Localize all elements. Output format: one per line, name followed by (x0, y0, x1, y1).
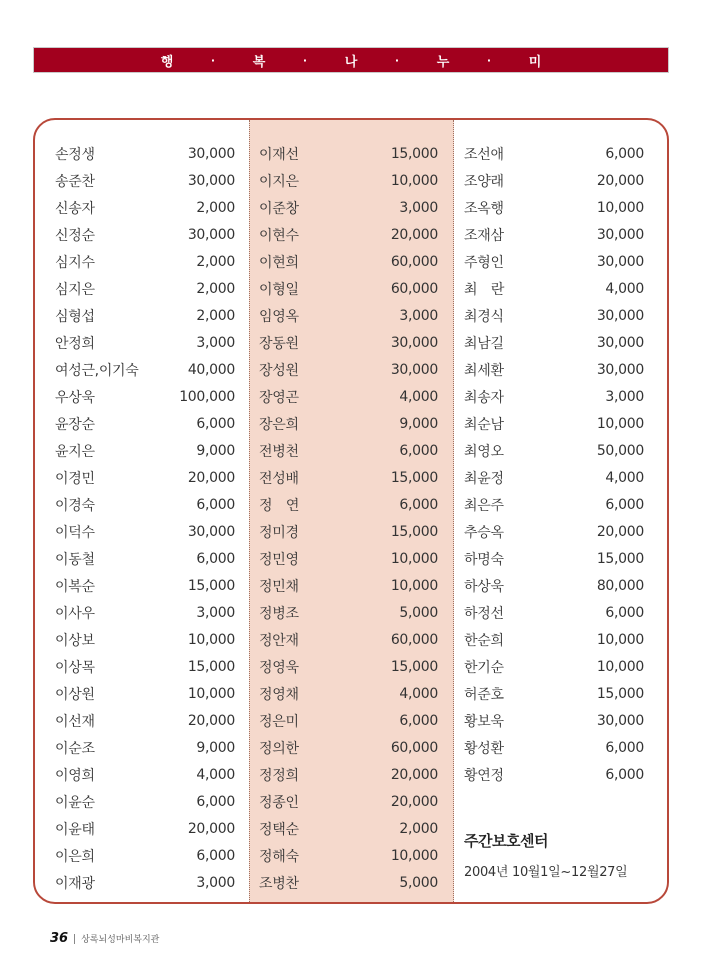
donor-row (250, 194, 453, 221)
banner-dot: · (302, 53, 308, 67)
donor-name: 허준호 (464, 686, 504, 703)
donation-amount: 30,000 (187, 145, 235, 162)
donor-column-1 (35, 120, 249, 902)
donation-amount: 6,000 (605, 766, 644, 783)
donor-row (454, 572, 669, 599)
donation-amount: 30,000 (596, 361, 644, 378)
donor-name: 정 연 (259, 497, 300, 514)
donor-column-2 (249, 120, 454, 902)
donor-name: 장동원 (259, 335, 299, 352)
donation-amount: 30,000 (596, 712, 644, 729)
donor-row (454, 302, 669, 329)
donor-row (35, 653, 249, 680)
donation-amount: 30,000 (596, 307, 644, 324)
donor-name: 정영욱 (259, 659, 299, 676)
donor-name: 하상욱 (464, 578, 504, 595)
donor-list (250, 140, 453, 896)
donor-name: 최영오 (464, 443, 504, 460)
donor-row (35, 815, 249, 842)
donor-name: 이형일 (259, 281, 299, 298)
donation-amount: 10,000 (596, 658, 644, 675)
donation-amount: 10,000 (187, 631, 235, 648)
donation-amount: 3,000 (196, 604, 235, 621)
donor-name: 안정희 (55, 335, 95, 352)
donor-row (454, 275, 669, 302)
donor-name: 심형섭 (55, 308, 95, 325)
donor-name: 정정희 (259, 767, 299, 784)
donor-row (250, 653, 453, 680)
donor-row (35, 356, 249, 383)
banner-dot: · (394, 53, 400, 67)
donation-amount: 20,000 (187, 469, 235, 486)
donor-panel (33, 118, 669, 904)
banner-char: 나 (344, 54, 358, 70)
donor-row (35, 734, 249, 761)
donor-name: 조선애 (464, 146, 504, 163)
donor-name: 장성원 (259, 362, 299, 379)
donation-amount: 15,000 (390, 658, 438, 675)
donor-name: 이재광 (55, 875, 95, 892)
donation-amount: 10,000 (187, 685, 235, 702)
center-period: 2004년 10월1일~12월27일 (464, 865, 628, 880)
donation-amount: 60,000 (390, 631, 438, 648)
donor-name: 윤장순 (55, 416, 95, 433)
donor-name: 임영옥 (259, 308, 299, 325)
donor-list (35, 140, 249, 896)
donor-row (35, 680, 249, 707)
donor-name: 한순희 (464, 632, 504, 649)
donor-row (35, 383, 249, 410)
donation-amount: 6,000 (196, 415, 235, 432)
donor-row (250, 356, 453, 383)
donor-row (250, 815, 453, 842)
donor-row (250, 140, 453, 167)
donor-name: 조재삼 (464, 227, 504, 244)
donation-amount: 4,000 (196, 766, 235, 783)
donation-amount: 30,000 (390, 334, 438, 351)
donor-row (454, 329, 669, 356)
donation-amount: 6,000 (196, 847, 235, 864)
donor-name: 이현희 (259, 254, 299, 271)
donor-name: 신송자 (55, 200, 95, 217)
donor-name: 이상목 (55, 659, 95, 676)
donor-row (35, 437, 249, 464)
donation-amount: 4,000 (399, 685, 438, 702)
donor-row (250, 761, 453, 788)
section-banner (33, 47, 669, 73)
donation-amount: 20,000 (596, 523, 644, 540)
donor-row (250, 680, 453, 707)
donor-row (250, 464, 453, 491)
donor-name: 정병조 (259, 605, 299, 622)
donor-name: 황성환 (464, 740, 504, 757)
donation-amount: 6,000 (399, 442, 438, 459)
banner-dot: · (486, 53, 492, 67)
donor-name: 정의한 (259, 740, 299, 757)
donor-row (454, 383, 669, 410)
donor-row (35, 707, 249, 734)
donor-row (250, 518, 453, 545)
donor-row (250, 545, 453, 572)
donation-amount: 15,000 (390, 523, 438, 540)
donor-row (35, 842, 249, 869)
donation-amount: 10,000 (390, 847, 438, 864)
donor-row (454, 761, 669, 788)
donation-amount: 2,000 (399, 820, 438, 837)
banner-char: 누 (436, 54, 450, 70)
donor-name: 조병찬 (259, 875, 299, 892)
footer-divider (74, 934, 75, 944)
donor-name: 하명숙 (464, 551, 504, 568)
donation-amount: 50,000 (596, 442, 644, 459)
donation-amount: 3,000 (399, 199, 438, 216)
donor-name: 조옥행 (464, 200, 504, 217)
donor-row (250, 248, 453, 275)
donation-amount: 6,000 (605, 145, 644, 162)
donor-row (454, 221, 669, 248)
donation-amount: 6,000 (605, 496, 644, 513)
donation-amount: 60,000 (390, 253, 438, 270)
donation-amount: 40,000 (187, 361, 235, 378)
donor-name: 최송자 (464, 389, 504, 406)
donor-name: 이순조 (55, 740, 95, 757)
donor-name: 윤지은 (55, 443, 95, 460)
donor-row (35, 410, 249, 437)
donor-name: 이지은 (259, 173, 299, 190)
donor-row (454, 140, 669, 167)
donor-row (35, 761, 249, 788)
donor-name: 하정선 (464, 605, 504, 622)
donor-row (454, 518, 669, 545)
donor-name: 이경민 (55, 470, 95, 487)
donation-amount: 60,000 (390, 739, 438, 756)
donor-name: 최윤정 (464, 470, 504, 487)
donor-row (454, 167, 669, 194)
donation-amount: 30,000 (187, 523, 235, 540)
donation-amount: 4,000 (605, 469, 644, 486)
banner-dot: · (210, 53, 216, 67)
donor-name: 이복순 (55, 578, 95, 595)
donation-amount: 2,000 (196, 253, 235, 270)
donor-row (35, 572, 249, 599)
donation-amount: 15,000 (596, 685, 644, 702)
donation-amount: 10,000 (596, 415, 644, 432)
donor-row (35, 518, 249, 545)
donor-row (454, 545, 669, 572)
donor-row (454, 410, 669, 437)
banner-title (144, 51, 558, 70)
donor-row (454, 194, 669, 221)
donor-name: 최세환 (464, 362, 504, 379)
donor-row (250, 842, 453, 869)
donation-amount: 10,000 (390, 577, 438, 594)
donor-row (35, 329, 249, 356)
donor-name: 이준창 (259, 200, 299, 217)
donation-amount: 4,000 (399, 388, 438, 405)
donor-name: 정민채 (259, 578, 299, 595)
donor-row (35, 599, 249, 626)
donation-amount: 6,000 (605, 604, 644, 621)
donor-row (454, 599, 669, 626)
donor-row (250, 221, 453, 248)
donor-row (35, 167, 249, 194)
donation-amount: 3,000 (605, 388, 644, 405)
donor-name: 여성근,이기숙 (55, 362, 139, 379)
donation-amount: 80,000 (596, 577, 644, 594)
donor-name: 정종인 (259, 794, 299, 811)
donor-row (250, 275, 453, 302)
donor-row (454, 248, 669, 275)
donation-amount: 20,000 (596, 172, 644, 189)
donor-row (250, 410, 453, 437)
donor-name: 우상욱 (55, 389, 95, 406)
donor-row (454, 626, 669, 653)
donor-name: 이경숙 (55, 497, 95, 514)
donor-row (454, 437, 669, 464)
donation-amount: 2,000 (196, 307, 235, 324)
donor-row (250, 383, 453, 410)
donation-amount: 4,000 (605, 280, 644, 297)
donation-amount: 30,000 (187, 226, 235, 243)
donor-row (250, 572, 453, 599)
donation-amount: 60,000 (390, 280, 438, 297)
donation-amount: 10,000 (390, 550, 438, 567)
donation-amount: 15,000 (187, 577, 235, 594)
center-info (464, 830, 627, 880)
donor-name: 최경식 (464, 308, 504, 325)
donor-name: 조양래 (464, 173, 504, 190)
donation-amount: 2,000 (196, 280, 235, 297)
donation-amount: 10,000 (596, 631, 644, 648)
donation-amount: 15,000 (390, 469, 438, 486)
donor-row (454, 653, 669, 680)
donor-name: 전성배 (259, 470, 299, 487)
donation-amount: 6,000 (605, 739, 644, 756)
donor-row (454, 491, 669, 518)
donor-name: 심지수 (55, 254, 95, 271)
donation-amount: 6,000 (399, 712, 438, 729)
donor-name: 주형인 (464, 254, 504, 271)
donation-amount: 30,000 (596, 334, 644, 351)
donor-name: 심지은 (55, 281, 95, 298)
donor-name: 이재선 (259, 146, 299, 163)
donor-row (35, 275, 249, 302)
donor-row (35, 491, 249, 518)
donation-amount: 6,000 (196, 496, 235, 513)
banner-char: 행 (160, 54, 174, 70)
donor-list (454, 140, 669, 788)
donation-amount: 15,000 (390, 145, 438, 162)
donor-row (250, 599, 453, 626)
donor-name: 황보욱 (464, 713, 504, 730)
donation-amount: 15,000 (596, 550, 644, 567)
donor-name: 추승옥 (464, 524, 504, 541)
donation-amount: 10,000 (390, 172, 438, 189)
donor-name: 이상보 (55, 632, 95, 649)
donation-amount: 9,000 (399, 415, 438, 432)
donor-row (454, 707, 669, 734)
donor-row (250, 626, 453, 653)
donor-name: 신정순 (55, 227, 95, 244)
page-footer (50, 931, 159, 946)
donor-row (250, 167, 453, 194)
donor-name: 이영희 (55, 767, 95, 784)
donor-name: 손정생 (55, 146, 95, 163)
donation-amount: 3,000 (196, 874, 235, 891)
donor-name: 최순남 (464, 416, 504, 433)
donor-name: 이현수 (259, 227, 299, 244)
donation-amount: 30,000 (596, 226, 644, 243)
donor-name: 최은주 (464, 497, 504, 514)
donation-amount: 100,000 (179, 388, 235, 405)
donor-name: 정안재 (259, 632, 299, 649)
donor-name: 정택순 (259, 821, 299, 838)
donor-row (250, 437, 453, 464)
banner-char: 미 (528, 54, 542, 70)
donor-name: 정해숙 (259, 848, 299, 865)
donor-name: 정영채 (259, 686, 299, 703)
donor-row (250, 869, 453, 896)
donor-column-3 (454, 120, 669, 902)
donor-name: 이선재 (55, 713, 95, 730)
donation-amount: 20,000 (187, 712, 235, 729)
donor-row (35, 788, 249, 815)
donor-row (454, 356, 669, 383)
banner-char: 복 (252, 54, 266, 70)
donor-row (454, 734, 669, 761)
donor-row (250, 734, 453, 761)
donor-row (454, 464, 669, 491)
donor-row (35, 545, 249, 572)
donor-name: 장영곤 (259, 389, 299, 406)
donor-name: 이윤순 (55, 794, 95, 811)
donor-name: 최남길 (464, 335, 504, 352)
donor-row (35, 302, 249, 329)
donor-row (35, 464, 249, 491)
donor-row (454, 680, 669, 707)
donor-name: 이윤태 (55, 821, 95, 838)
donation-amount: 2,000 (196, 199, 235, 216)
organization-name: 상록뇌성마비복지관 (81, 935, 160, 945)
donation-amount: 9,000 (196, 442, 235, 459)
donation-amount: 3,000 (399, 307, 438, 324)
donor-name: 한기순 (464, 659, 504, 676)
donation-amount: 9,000 (196, 739, 235, 756)
donor-row (35, 140, 249, 167)
donor-row (250, 329, 453, 356)
donor-row (35, 194, 249, 221)
donor-name: 이은희 (55, 848, 95, 865)
donor-row (250, 707, 453, 734)
donor-name: 전병천 (259, 443, 299, 460)
donor-row (250, 788, 453, 815)
donation-amount: 10,000 (596, 199, 644, 216)
donation-amount: 6,000 (399, 496, 438, 513)
donation-amount: 30,000 (187, 172, 235, 189)
donor-name: 이덕수 (55, 524, 95, 541)
page-number: 36 (50, 931, 69, 946)
donation-amount: 30,000 (596, 253, 644, 270)
donor-name: 최 란 (464, 281, 505, 298)
donor-name: 이상원 (55, 686, 95, 703)
donor-row (250, 302, 453, 329)
donation-amount: 3,000 (196, 334, 235, 351)
donation-amount: 30,000 (390, 361, 438, 378)
donor-row (35, 626, 249, 653)
donor-name: 이동철 (55, 551, 95, 568)
donor-name: 송준찬 (55, 173, 95, 190)
donation-amount: 6,000 (196, 793, 235, 810)
donation-amount: 20,000 (390, 766, 438, 783)
donor-name: 장은희 (259, 416, 299, 433)
donor-name: 정미경 (259, 524, 299, 541)
donor-row (35, 221, 249, 248)
donation-amount: 5,000 (399, 604, 438, 621)
donor-row (35, 248, 249, 275)
donor-row (35, 869, 249, 896)
center-title: 주간보호센터 (464, 832, 548, 850)
donation-amount: 6,000 (196, 550, 235, 567)
donation-amount: 5,000 (399, 874, 438, 891)
donor-name: 황연정 (464, 767, 504, 784)
donation-amount: 15,000 (187, 658, 235, 675)
donor-name: 이사우 (55, 605, 95, 622)
donor-name: 정민영 (259, 551, 299, 568)
donation-amount: 20,000 (390, 226, 438, 243)
donation-amount: 20,000 (187, 820, 235, 837)
donor-row (250, 491, 453, 518)
donation-amount: 20,000 (390, 793, 438, 810)
donor-name: 정은미 (259, 713, 299, 730)
